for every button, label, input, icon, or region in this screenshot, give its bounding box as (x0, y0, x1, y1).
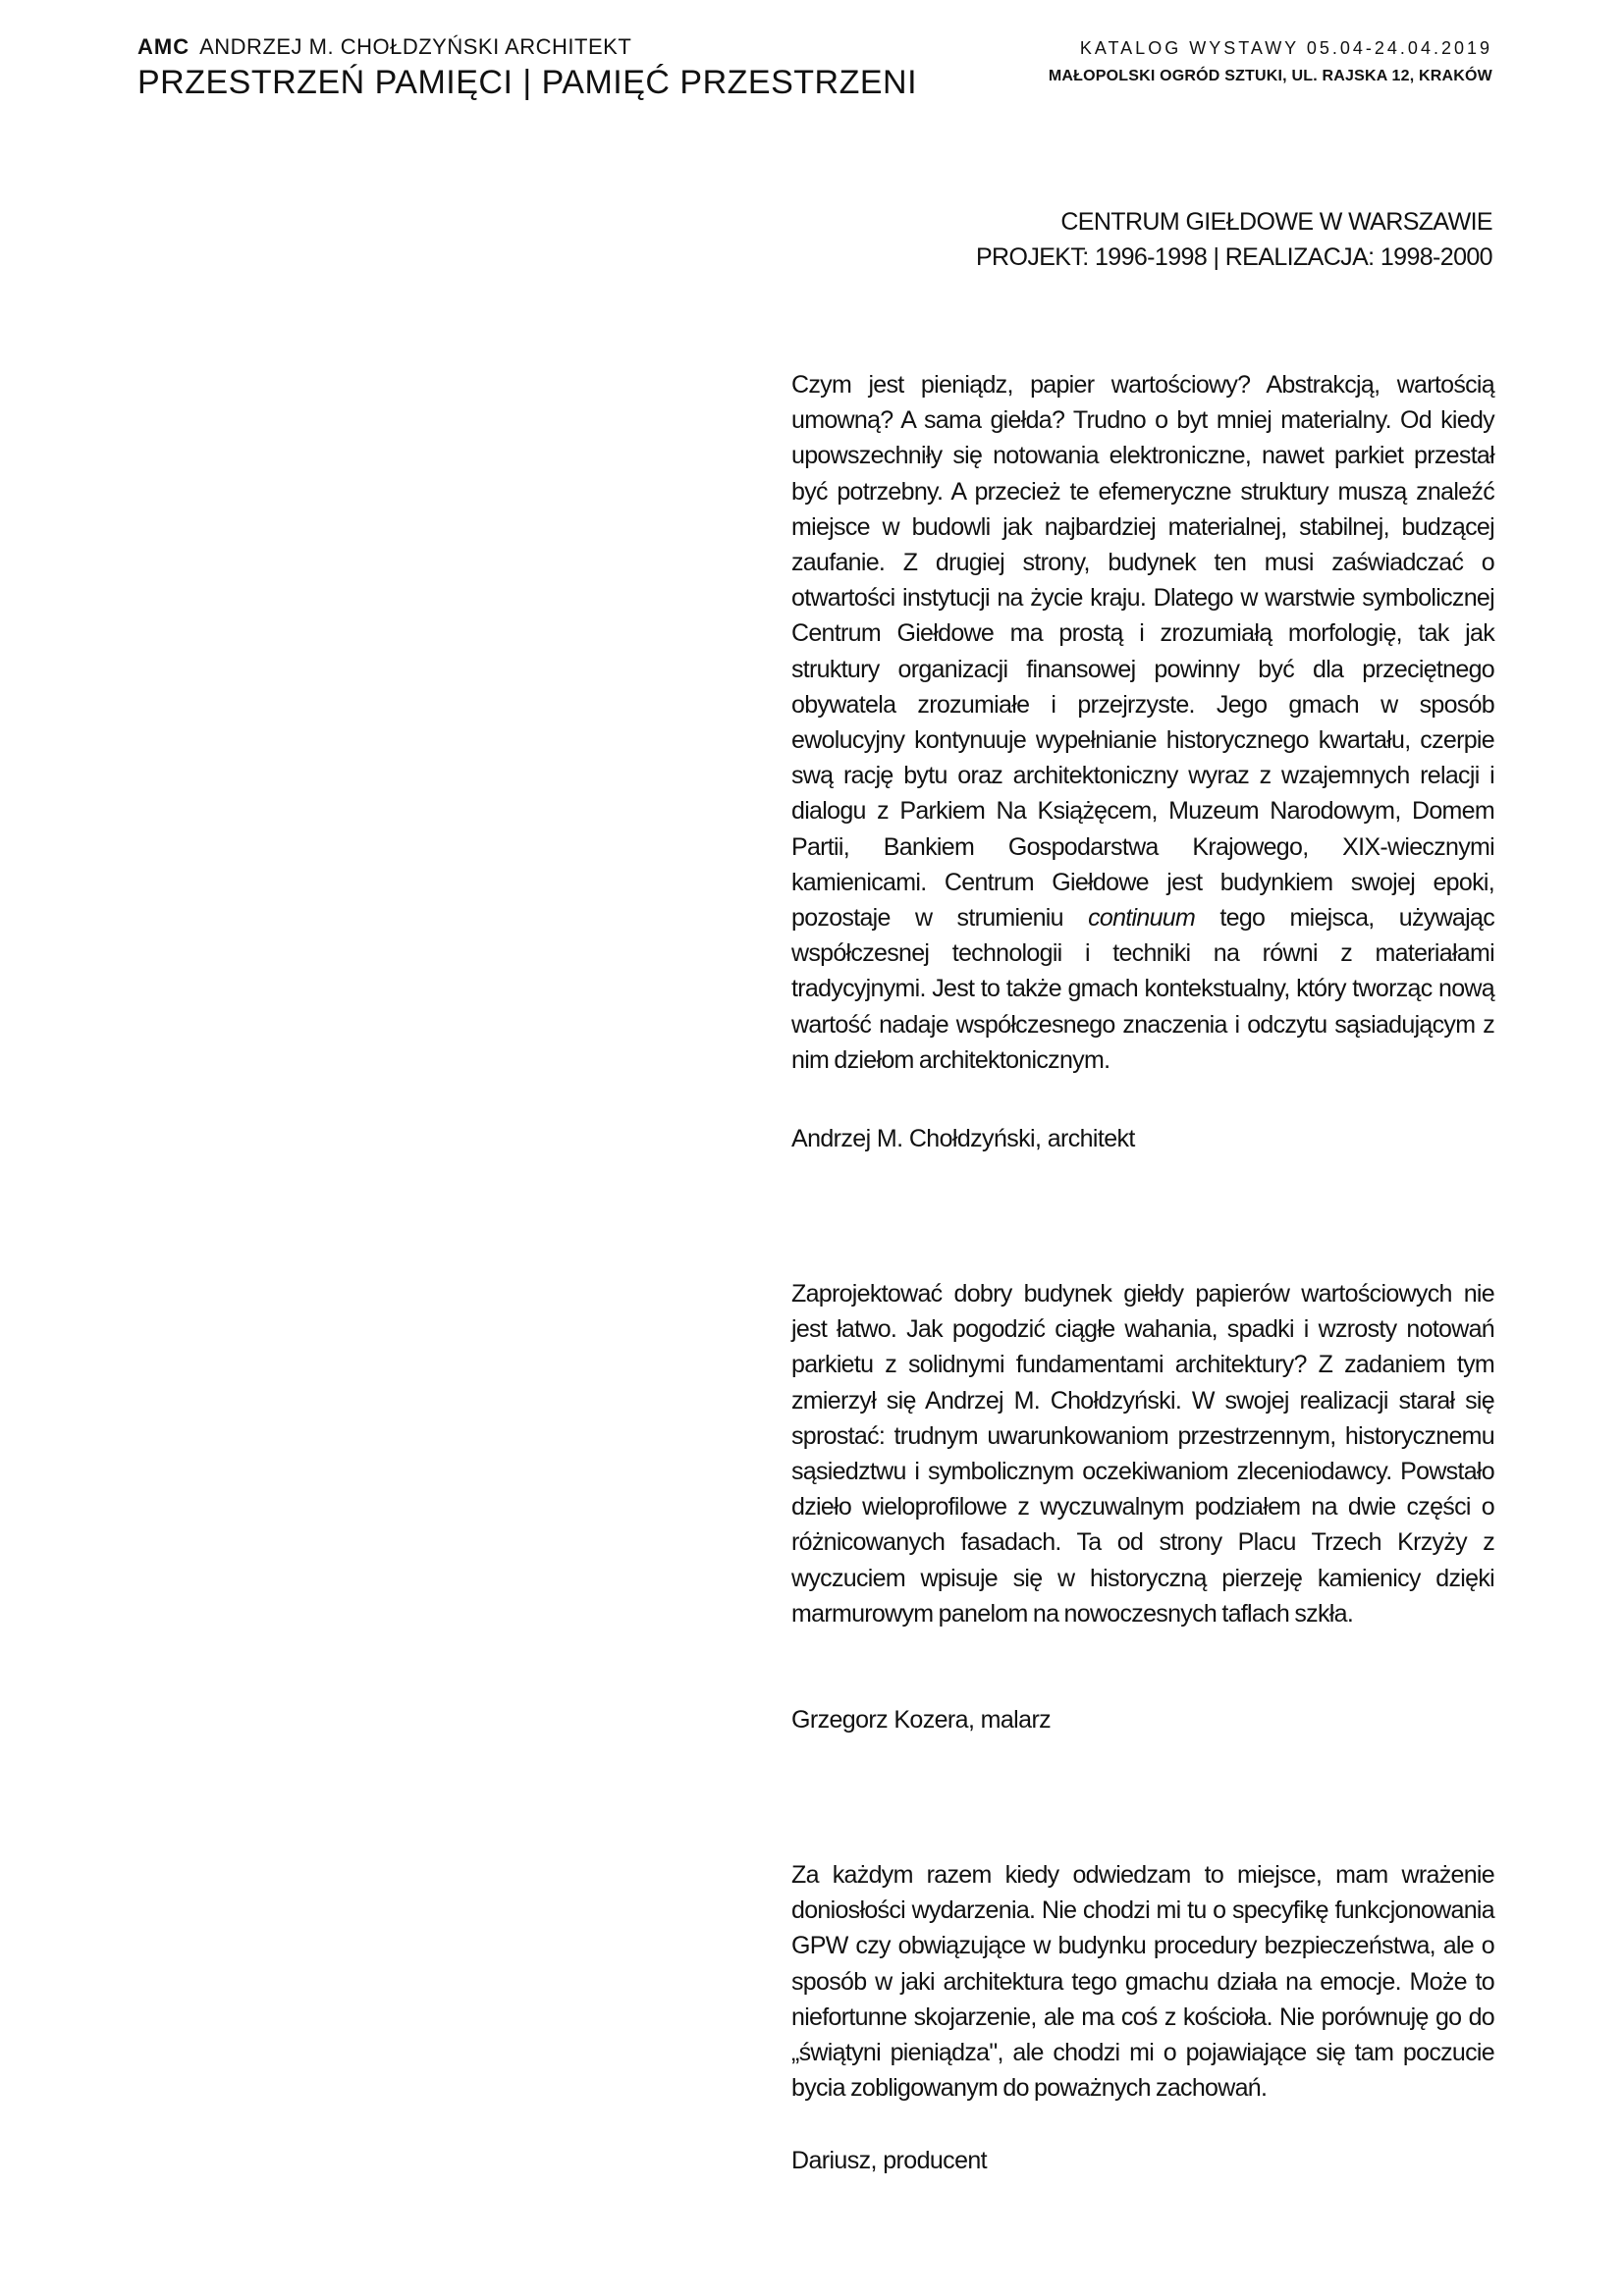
text-block-producer (791, 1857, 1494, 2106)
exhibition-title: PRZESTRZEŃ PAMIĘCI | PAMIĘĆ PRZESTRZENI (137, 64, 918, 101)
project-name: CENTRUM GIEŁDOWE W WARSZAWIE (1060, 208, 1492, 236)
project-dates: PROJEKT: 1996-1998 | REALIZACJA: 1998-2000 (975, 243, 1492, 271)
brand-name: ANDRZEJ M. CHOŁDZYŃSKI ARCHITEKT (199, 34, 632, 59)
producer-paragraph: Za każdym razem kiedy odwiedzam to miejsce, mam wrażenie doniosłości wydarzenia. Nie chodzi mi tu o specyfikę funkcjonowania GPW czy obwiązujące w budynku procedury bezpieczeństwa, ale o sposób w jaki architektura tego gmachu działa na emocje. Może to niefortunne skojarzenie, ale ma coś z kościoła. Nie porównuję go do „świątyni pieniądza", ale chodzi mi o pojawiające się tam poczucie bycia zobligowanym do poważnych zachowań. (791, 1861, 1494, 2103)
brand-abbreviation: AMC (137, 34, 190, 59)
signature-block-architect (791, 1121, 1494, 1156)
text-block-painter (791, 1276, 1494, 1631)
signature-block-producer (791, 2143, 1494, 2178)
architect-signature: Andrzej M. Chołdzyński, architekt (791, 1125, 1135, 1152)
brand-line (137, 33, 917, 61)
producer-signature: Dariusz, producent (791, 2147, 988, 2174)
page-header-right (1049, 35, 1492, 88)
architect-paragraph (791, 367, 1494, 1078)
venue-address: MAŁOPOLSKI OGRÓD SZTUKI, UL. RAJSKA 12, KRAKÓW (1048, 68, 1492, 84)
signature-block-painter (791, 1702, 1494, 1737)
project-heading (976, 204, 1492, 275)
page-header-left (137, 33, 917, 102)
catalog-dates: KATALOG WYSTAWY 05.04-24.04.2019 (1079, 38, 1492, 58)
text-block-architect (791, 367, 1494, 1078)
painter-paragraph: Zaprojektować dobry budynek giełdy papierów wartościowych nie jest łatwo. Jak pogodzić ciągłe wahania, spadki i wzrosty notowań parkietu z solidnymi fundamentami architektury? Z zadaniem tym zmierzył się Andrzej M. Chołdzyński. W swojej realizacji starał się sprostać: trudnym uwarunkowaniom przestrzennym, historycznemu sąsiedztwu i symbolicznym oczekiwaniom zleceniodawcy. Powstało dzieło wieloprofilowe z wyczuwalnym podziałem na dwie części o różnicowanych fasadach. Ta od strony Placu Trzech Krzyży z wyczuciem wpisuje się w historyczną pierzeję kamienicy dzięki marmurowym panelom na nowoczesnych taflach szkła. (791, 1280, 1494, 1628)
architect-paragraph-part-2: tego miejsca, używając współczesnej technologii i techniki na równi z materiałami tradycyjnymi. Jest to także gmach kontekstualny, który tworząc nową wartość nadaje współczesnego znaczenia i odczytu sąsiadującym z nim dziełom architektonicznym. (791, 904, 1494, 1074)
painter-signature: Grzegorz Kozera, malarz (791, 1706, 1052, 1734)
architect-paragraph-italic: continuum (1088, 904, 1196, 933)
architect-paragraph-part-1: Czym jest pieniądz, papier wartościowy? Abstrakcją, wartością umowną? A sama giełda? Trudno o byt mniej materialny. Od kiedy upowszechniły się notowania elektroniczne, nawet parkiet przestał być potrzebny. A przecież te efemeryczne struktury muszą znaleźć miejsce w budowli jak najbardziej materialnej, stabilnej, budzącej zaufanie. Z drugiej strony, budynek ten musi zaświadczać o otwartości instytucji na życie kraju. Dlatego w warstwie symbolicznej Centrum Giełdowe ma prostą i zrozumiałą morfologię, tak jak struktury organizacji finansowej powinny być dla przeciętnego obywatela zrozumiałe i przejrzyste. Jego gmach w sposób ewolucyjny kontynuuje wypełnianie historycznego kwartału, czerpie swą rację bytu oraz architektoniczny wyraz z wzajemnych relacji i dialogu z Parkiem Na Książęcem, Muzeum Narodowym, Domem Partii, Bankiem Gospodarstwa Krajowego, XIX-wiecznymi kamienicami. Centrum Giełdowe jest budynkiem swojej epoki, pozostaje w strumieniu (791, 371, 1494, 933)
